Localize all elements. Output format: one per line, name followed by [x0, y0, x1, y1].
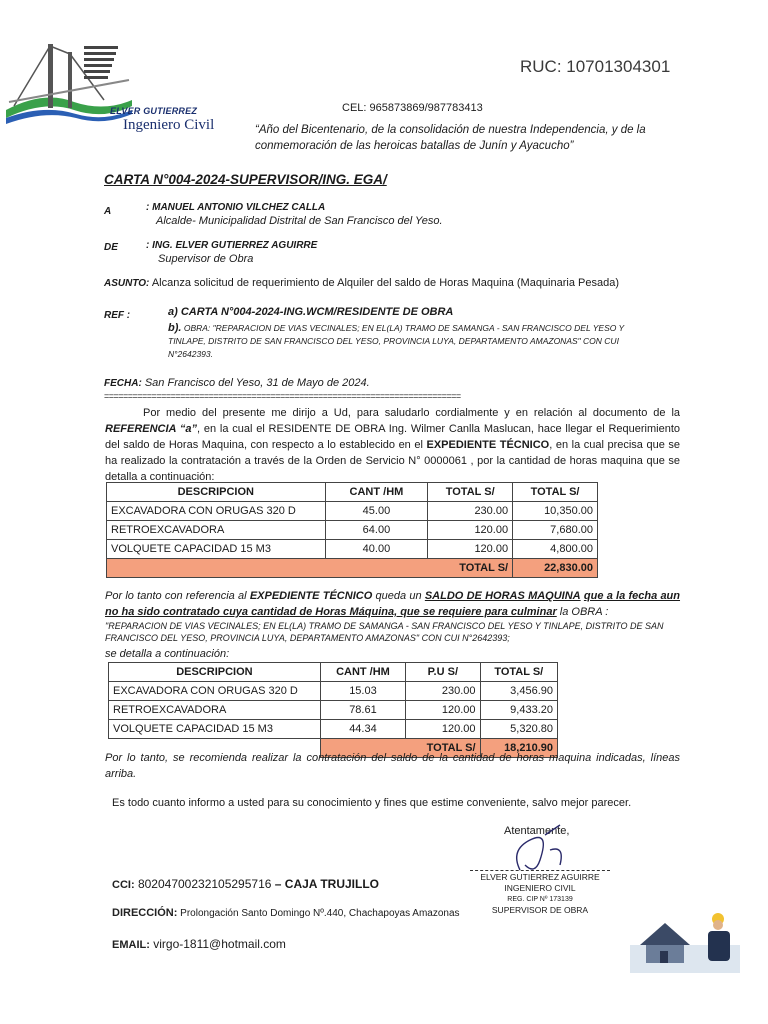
table-row [109, 720, 558, 739]
signer-reg: REG. CIP Nº 173139 [507, 896, 573, 903]
p1-part3: , en la cual precisa que se ha realizado la contratación a través de la Orden de Servicio N° 0000061 , por la cantidad de horas maquina que se detalla a continuación: [105, 439, 680, 483]
table-row [107, 521, 598, 540]
table-row [109, 701, 558, 720]
body-paragraph-1 [105, 405, 680, 485]
cell: 10,350.00 [513, 502, 598, 521]
p1-expediente: EXPEDIENTE TÉCNICO [426, 439, 550, 451]
total-value: 18,210.90 [480, 739, 557, 758]
total-label: TOTAL S/ [107, 559, 513, 578]
col-header: DESCRIPCION [107, 483, 326, 502]
table-contracted-hours [106, 482, 598, 578]
p2-part3: que a la fecha aun no ha sido contratado cuya cantidad de Horas Máquina, que se requiere para culminar [105, 590, 681, 618]
table-total-row [107, 559, 598, 578]
cell: 15.03 [320, 682, 405, 701]
cell: 9,433.20 [480, 701, 557, 720]
cell: VOLQUETE CAPACIDAD 15 M3 [107, 540, 326, 559]
cell: 64.00 [325, 521, 428, 540]
ref-b [168, 322, 648, 361]
ref-a: a) CARTA N°004-2024-ING.WCM/RESIDENTE DE OBRA [168, 306, 454, 318]
closing-paragraph: Por lo tanto, se recomienda realizar la contratación del saldo de la cantidad de horas maquina indicadas, líneas arriba. [105, 752, 680, 780]
p1-part1: Por medio del presente me dirijo a Ud, para saludarlo cordialmente y en relación al documento de la [143, 407, 680, 419]
cell: 120.00 [428, 521, 513, 540]
total-value: 22,830.00 [513, 559, 598, 578]
col-header: TOTAL S/ [513, 483, 598, 502]
ref-b-text: OBRA: "REPARACION DE VIAS VECINALES; EN EL(LA) TRAMO DE SAMANGA - SAN FRANCISCO DEL YESO Y TINLAPE, DISTRITO DE SAN FRANCISCO DEL YESO, PROVINCIA LUYA, DEPARTAMENTO AMAZONAS" CON CUI N°2642393. [168, 323, 625, 359]
date-label: FECHA: [104, 378, 142, 389]
p2-detail: se detalla a continuación: [105, 648, 230, 660]
col-header: P.U S/ [406, 663, 480, 682]
p2-part2: queda un [375, 590, 422, 602]
from-role: Supervisor de Obra [158, 253, 254, 265]
from-label: DE [104, 242, 118, 253]
cell: 78.61 [320, 701, 405, 720]
cci-value: 80204700232105295716 [137, 877, 272, 891]
email-label: EMAIL: [112, 939, 150, 951]
signature-stamp [470, 872, 610, 916]
signature-scribble [500, 820, 580, 880]
subject-text: Alcanza solicitud de requerimiento de Alquiler del saldo de Horas Maquina (Maquinaria Pesada) [151, 277, 619, 289]
table-header-row [109, 663, 558, 682]
cell: 4,800.00 [513, 540, 598, 559]
cci-bank: – CAJA TRUJILLO [274, 877, 380, 891]
closing-statement: Es todo cuanto informo a usted para su conocimiento y fines que estime conveniente, salvo mejor parecer. [112, 797, 632, 809]
table-header-row [107, 483, 598, 502]
email-line [112, 937, 286, 951]
cell: VOLQUETE CAPACIDAD 15 M3 [109, 720, 321, 739]
cci-line [112, 877, 379, 891]
p2-part4: la OBRA : [559, 606, 609, 618]
table-row [107, 502, 598, 521]
ref-label: REF : [104, 310, 131, 321]
col-header: TOTAL S/ [428, 483, 513, 502]
body-paragraph-2 [105, 588, 680, 620]
date-text: San Francisco del Yeso, 31 de Mayo de 2024. [144, 377, 370, 389]
cell: EXCAVADORA CON ORUGAS 320 D [109, 682, 321, 701]
to-name: : MANUEL ANTONIO VILCHEZ CALLA [146, 202, 326, 213]
year-motto: “Año del Bicentenario, de la consolidación de nuestra Independencia, y de la conmemoración de las heroicas batallas de Junín y Ayacucho” [255, 124, 646, 152]
address-line [112, 907, 460, 919]
address-label: DIRECCIÓN: [112, 907, 178, 919]
cell: 44.34 [320, 720, 405, 739]
letter-number: CARTA N°004-2024-SUPERVISOR/ING. EGA/ [104, 172, 387, 187]
cell: 120.00 [406, 720, 480, 739]
regards: Atentamente, [504, 825, 570, 837]
p1-ref: REFERENCIA “a” [105, 423, 198, 435]
p2-saldo: SALDO DE HORAS MAQUINA [424, 590, 581, 602]
to-role: Alcalde- Municipalidad Distrital de San Francisco del Yeso. [156, 215, 443, 227]
cell: 5,320.80 [480, 720, 557, 739]
brand-name: ELVER GUTIERREZ [110, 106, 198, 116]
ruc-number: RUC: 10701304301 [520, 57, 671, 76]
table-row [107, 540, 598, 559]
to-label: A [104, 206, 112, 217]
cell: 120.00 [406, 701, 480, 720]
date-line [104, 377, 370, 389]
col-header: DESCRIPCION [109, 663, 321, 682]
signer-title: INGENIERO CIVIL [504, 883, 576, 893]
p2-part1: Por lo tanto con referencia al [105, 590, 247, 602]
table-row [109, 682, 558, 701]
total-label: TOTAL S/ [320, 739, 480, 758]
cell: 7,680.00 [513, 521, 598, 540]
cell: 3,456.90 [480, 682, 557, 701]
table-remaining-hours [108, 662, 558, 758]
signature-line [470, 870, 610, 871]
separator-line: =========================================================================== [104, 391, 461, 401]
cell: 230.00 [406, 682, 480, 701]
signer-name: ELVER GUTIERREZ AGUIRRE [480, 872, 600, 882]
col-header: CANT /HM [320, 663, 405, 682]
cell: 120.00 [428, 540, 513, 559]
subject-label: ASUNTO: [104, 278, 150, 289]
cell: EXCAVADORA CON ORUGAS 320 D [107, 502, 326, 521]
p2-obra: "REPARACION DE VIAS VECINALES; EN EL(LA) TRAMO DE SAMANGA - SAN FRANCISCO DEL YESO Y TINLAPE, DISTRITO DE SAN FRANCISCO DEL YESO, PROVINCIA LUYA, DEPARTAMENTO AMAZONAS" CON CUI N°2642393; [105, 621, 664, 643]
col-header: CANT /HM [325, 483, 428, 502]
cell: 45.00 [325, 502, 428, 521]
ref-b-prefix: b). [168, 322, 182, 334]
cell: RETROEXCAVADORA [109, 701, 321, 720]
from-name: : ING. ELVER GUTIERREZ AGUIRRE [146, 240, 318, 251]
phone-number: CEL: 965873869/987783413 [342, 102, 483, 114]
subject-line [104, 277, 674, 289]
col-header: TOTAL S/ [480, 663, 557, 682]
cell: 230.00 [428, 502, 513, 521]
engineer-house-illustration [630, 905, 740, 973]
brand-title: Ingeniero Civil [123, 117, 215, 133]
email-value: virgo-1811@hotmail.com [153, 937, 286, 951]
cell: 40.00 [325, 540, 428, 559]
cell: RETROEXCAVADORA [107, 521, 326, 540]
signer-role: SUPERVISOR DE OBRA [491, 905, 589, 915]
p2-expediente: EXPEDIENTE TÉCNICO [249, 590, 373, 602]
address-value: Prolongación Santo Domingo Nº.440, Chachapoyas Amazonas [180, 908, 460, 919]
p1-part2: , en la cual el RESIDENTE DE OBRA Ing. Wilmer Canlla Maslucan, hace llegar el Requerimiento del saldo de Horas Maquina, con respecto a lo establecido en el [105, 423, 680, 451]
cci-label: CCI: [112, 879, 135, 891]
